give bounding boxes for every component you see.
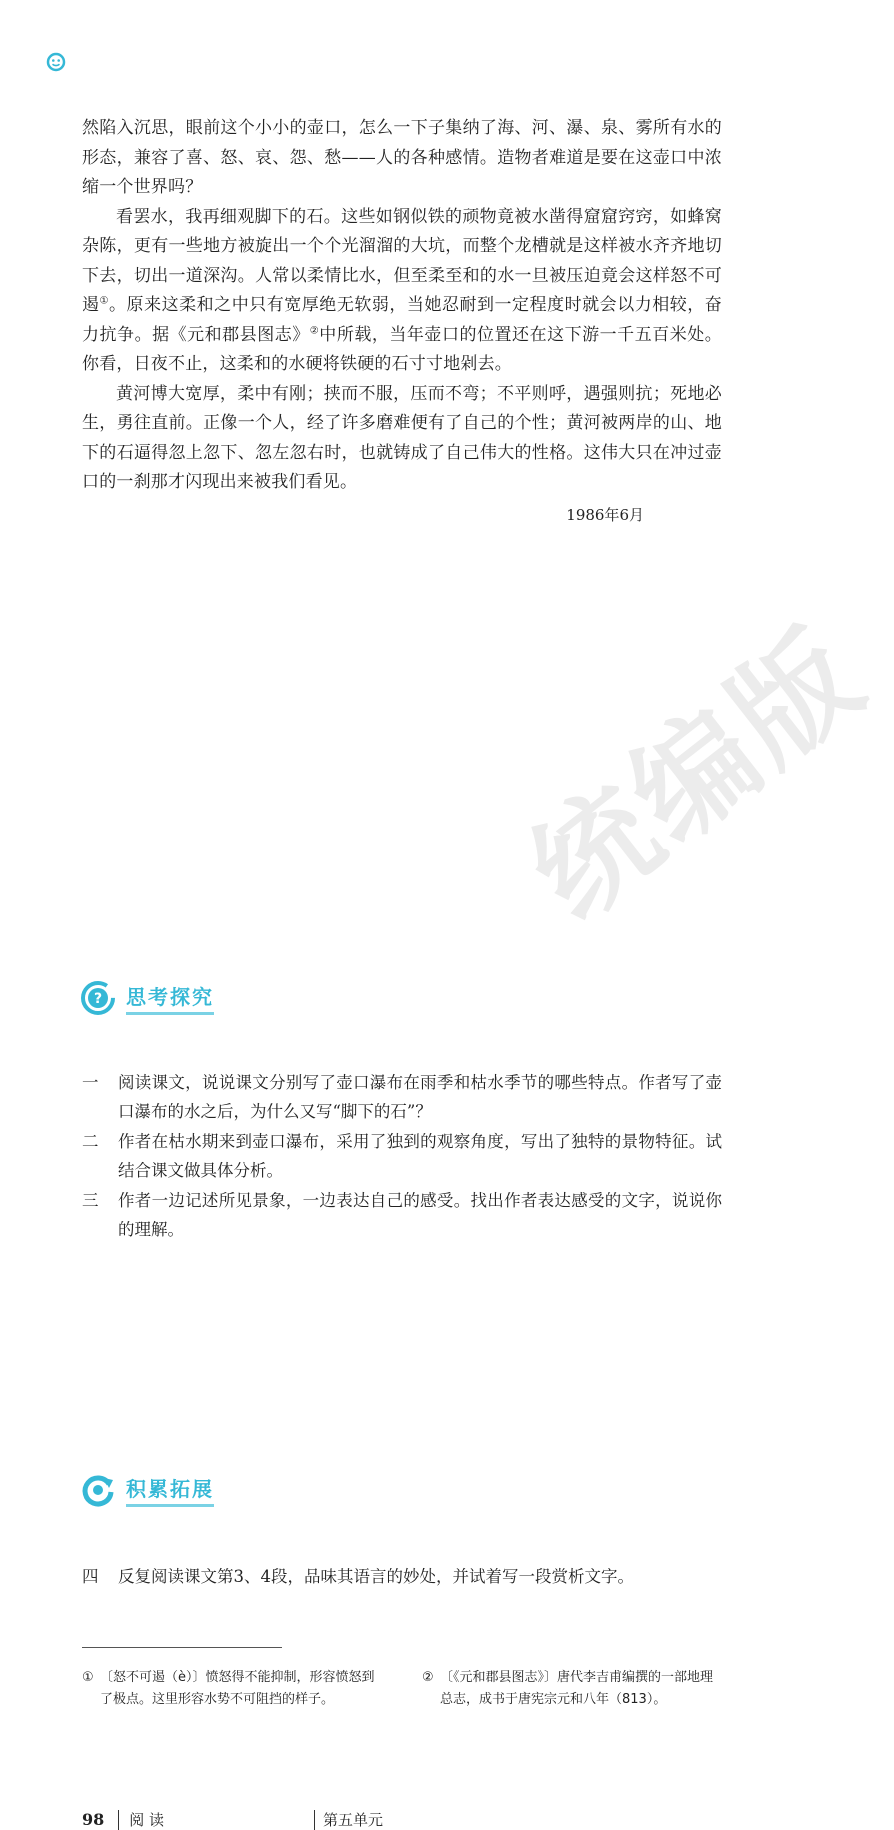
paragraph-1: 然陷入沉思，眼前这个小小的壶口，怎么一下子集纳了海、河、瀑、泉、雾所有水的形态，兼容了喜、怒、哀、怨、愁——人的各种感情。造物者难道是要在这壶口中浓缩一个世界吗？ bbox=[82, 118, 722, 197]
footer-unit: 第五单元 bbox=[323, 1811, 384, 1829]
question-list-thinking bbox=[82, 1068, 722, 1245]
paragraph-3: 黄河博大宽厚，柔中有刚；挟而不服，压而不弯；不平则呼，遇强则抗；死地必生，勇往直前。正像一个人，经了许多磨难便有了自己的个性；黄河被两岸的山、地下的石逼得忽上忽下、忽左忽右时，也就铸成了自己伟大的性格。这伟大只在冲过壶口的一刹那才闪现出来被我们看见。 bbox=[82, 383, 722, 492]
footer-section: 阅 读 bbox=[129, 1811, 165, 1829]
footer-divider bbox=[314, 1810, 315, 1830]
footnotes bbox=[82, 1667, 722, 1711]
question-item: 一 阅读课文，说说课文分别写了壶口瀑布在雨季和枯水季节的哪些特点。作者写了壶口瀑布的水之后，为什么又写“脚下的石”？ bbox=[82, 1072, 722, 1121]
watermark: 统编版 bbox=[506, 603, 891, 946]
question-item: 四 反复阅读课文第3、4段，品味其语言的妙处，并试着写一段赏析文字。 bbox=[82, 1566, 634, 1586]
article-date: 1986年6月 bbox=[566, 505, 644, 524]
footnote-2: ② 〔《元和郡县图志》〕唐代李吉甫编撰的一部地理总志，成书于唐宪宗元和八年（813）。 bbox=[422, 1670, 714, 1707]
article-body bbox=[82, 114, 722, 525]
page-footer bbox=[82, 1809, 882, 1830]
section-title-accumulation: 积累拓展 bbox=[126, 1473, 214, 1507]
footnote-1: ① 〔怒不可遏（è）〕愤怒得不能抑制，形容愤怒到了极点。这里形容水势不可阻挡的样子。 bbox=[82, 1670, 375, 1707]
page-number: 98 bbox=[82, 1810, 105, 1829]
footnote-ref-2[interactable]: ② bbox=[309, 324, 320, 336]
svg-text:?: ? bbox=[93, 990, 103, 1007]
refresh-arrow-icon bbox=[80, 1472, 116, 1508]
question-mark-icon bbox=[80, 980, 116, 1016]
smiley-face-icon bbox=[46, 52, 66, 72]
footnote-ref-1[interactable]: ① bbox=[99, 295, 110, 307]
section-header-accumulation bbox=[80, 1470, 880, 1510]
paragraph-2: 看罢水，我再细观脚下的石。这些如钢似铁的顽物竟被水凿得窟窟窍窍，如蜂窝杂陈，更有一些地方被旋出一个个光溜溜的大坑，而整个龙槽就是这样被水齐齐地切下去，切出一道深沟。人常以柔情比水，但至柔至和的水一旦被压迫竟会这样怒不可遏①。原来这柔和之中只有宽厚绝无软弱，当她忍耐到一定程度时就会以力相较，奋力抗争。据《元和郡县图志》②中所载，当年壶口的位置还在这下游一千五百米处。你看，日夜不止，这柔和的水硬将铁硬的石寸寸地剁去。 bbox=[82, 206, 723, 374]
question-item: 三 作者一边记述所见景象，一边表达自己的感受。找出作者表达感受的文字，说说你的理解。 bbox=[82, 1190, 722, 1239]
question-list-accumulation bbox=[82, 1562, 722, 1592]
section-title-thinking: 思考探究 bbox=[126, 981, 214, 1015]
footnote-divider bbox=[82, 1647, 282, 1648]
footer-divider bbox=[118, 1810, 119, 1830]
section-header-thinking bbox=[80, 978, 880, 1018]
question-item: 二 作者在枯水期来到壶口瀑布，采用了独到的观察角度，写出了独特的景物特征。试结合课文做具体分析。 bbox=[82, 1131, 722, 1180]
